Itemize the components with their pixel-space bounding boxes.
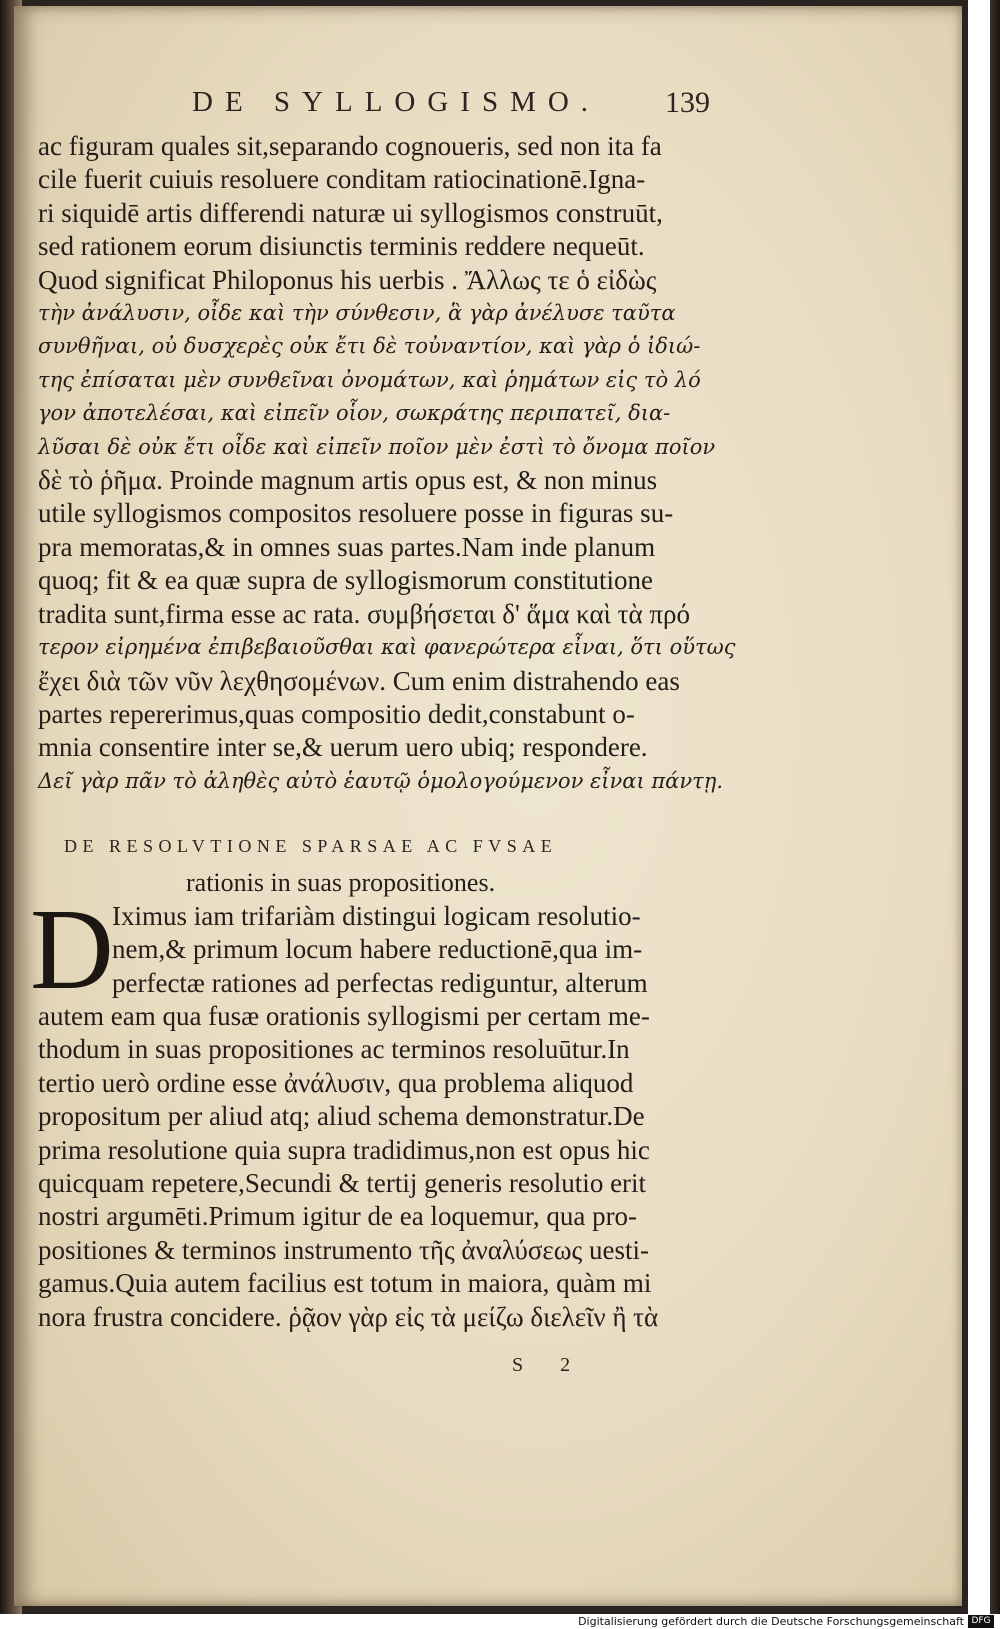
greek-text-line: γον ἀποτελέσαι, καὶ εἰπεῖν οἷον, σωκράτης περιπατεῖ, δια-	[38, 401, 671, 426]
text-line: ac figuram quales sit,separando cognoueris, sed non ita fa	[38, 131, 662, 161]
greek-text-line: τὴν ἀνάλυσιν, οἶδε καὶ τὴν σύνθεσιν, ἃ γὰρ ἀνέλυσε ταῦτα	[38, 301, 676, 326]
text-line: propositum per aliud atq; aliud schema demonstratur.De	[38, 1101, 645, 1132]
text-line: quicquam repetere,Secundi & tertij generis resolutio erit	[38, 1168, 647, 1199]
section-title: DE RESOLVTIONE SPARSAE AC FVSAE	[64, 836, 558, 856]
greek-text-line: τερον εἰρημένα ἐπιβεβαιοῦσθαι καὶ φανερώτερα εἶναι, ὅτι οὕτως	[38, 635, 736, 660]
text-line: autem eam qua fusæ orationis syllogismi per certam me-	[38, 1001, 650, 1031]
greek-text-line: λῦσαι δὲ οὐκ ἔτι οἶδε καὶ εἰπεῖν ποῖον μὲν ἐστὶ τὸ ὄνομα ποῖον	[38, 434, 716, 459]
text-line: utile syllogismos compositos resoluere posse in figuras su-	[38, 498, 674, 529]
text-line: prima resolutione quia supra tradidimus,non est opus hic	[38, 1134, 650, 1165]
footer-credit: Digitalisierung gefördert durch die Deutsche Forschungsgemeinschaft	[578, 1615, 964, 1628]
greek-text-line: Δεῖ γὰρ πᾶν τὸ ἀληθὲς αὐτὸ ἑαυτῷ ὁμολογούμενον εἶναι πάντῃ.	[38, 768, 723, 793]
text-line: thodum in suas propositiones ac terminos resoluūtur.In	[38, 1034, 630, 1065]
dfg-logo: DFG	[968, 1615, 994, 1628]
text-line: δὲ τὸ ῥῆμα. Proinde magnum artis opus est, & non minus	[38, 465, 658, 496]
text-line: Iximus iam trifariàm distingui logicam resolutio-	[112, 901, 641, 931]
text-line: nostri argumēti.Primum igitur de ea loquemur, qua pro-	[38, 1201, 638, 1232]
text-line: tertio uerò ordine esse ἀνάλυσιν, qua problema aliquod	[38, 1067, 634, 1098]
text-line: sed rationem eorum disiunctis terminis reddere nequeūt.	[38, 231, 645, 262]
text-line: ri siquidē artis differendi naturæ ui syllogismos construūt,	[38, 197, 663, 228]
text-line: cile fuerit cuiuis resoluere conditam ratiocinationē.Igna-	[38, 164, 646, 195]
text-line: positiones & terminos instrumento τῆς ἀναλύσεως uesti-	[38, 1234, 649, 1265]
page-edge	[990, 0, 1000, 1614]
running-head: DE SYLLOGISMO.	[192, 86, 601, 118]
text-line: nora frustra concidere. ῥᾷον γὰρ εἰς τὰ μείζω διελεῖν ἢ τὰ	[38, 1301, 659, 1332]
text-line: pra memoratas,& in omnes suas partes.Nam inde planum	[38, 531, 656, 562]
text-line: nem,& primum locum habere reductionē,qua im-	[112, 934, 643, 965]
text-line: ἔχει διὰ τῶν νῦν λεχθησομένων. Cum enim distrahendo eas	[38, 665, 680, 696]
paragraph-1	[38, 130, 736, 798]
text-line: gamus.Quia autem facilius est totum in maiora, quàm mi	[38, 1268, 652, 1299]
page-number: 139	[665, 86, 710, 119]
greek-text-line: της ἐπίσαται μὲν συνθεῖναι ὀνομάτων, καὶ ῥημάτων εἰς τὸ λό	[38, 367, 701, 392]
paragraph-3	[38, 1000, 718, 1334]
greek-text-line: συνθῆναι, οὐ δυσχερὲς οὐκ ἔτι δὲ τοὐναντίον, καὶ γὰρ ὁ ἰδιώ-	[38, 334, 701, 359]
text-line: mnia consentire inter se,& uerum uero ubiq; respondere.	[38, 732, 648, 763]
text-line: tradita sunt,firma esse ac rata. συμβήσεται δ' ἅμα καὶ τὰ πρό	[38, 598, 690, 629]
text-line: perfectæ rationes ad perfectas rediguntur, alterum	[112, 967, 648, 998]
drop-cap: D	[30, 886, 114, 1014]
text-line: partes repererimus,quas compositio dedit,constabunt o-	[38, 698, 635, 729]
section-subtitle: rationis in suas propositiones.	[186, 868, 496, 897]
text-line: Quod significat Philoponus his uerbis . Ἄλλως τε ὁ εἰδὼς	[38, 264, 657, 295]
paragraph-2	[112, 900, 712, 1000]
text-line: quoq; fit & ea quæ supra de syllogismorum constitutione	[38, 565, 653, 596]
signature-mark: S 2	[512, 1354, 587, 1376]
